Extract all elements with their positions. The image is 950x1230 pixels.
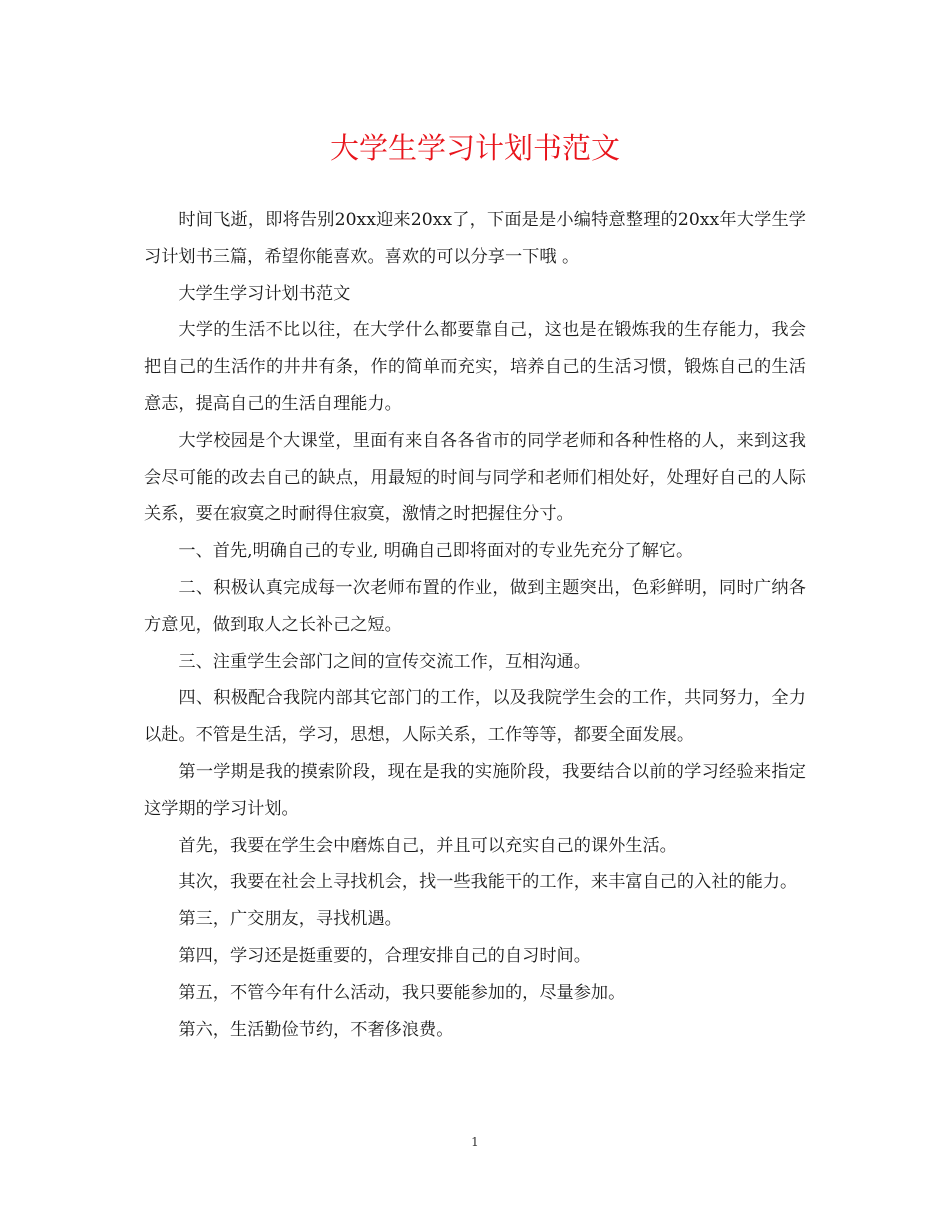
paragraph: 第一学期是我的摸索阶段，现在是我的实施阶段，我要结合以前的学习经验来指定这学期的学习计划。	[144, 761, 806, 819]
list-item: 第六，生活勤俭节约，不奢侈浪费。	[178, 1019, 454, 1040]
document-title: 大学生学习计划书范文	[329, 131, 620, 165]
list-item: 四、积极配合我院内部其它部门的工作，以及我院学生会的工作，共同努力，全力以赴。不管是生活，学习，思想，人际关系，工作等等，都要全面发展。	[144, 688, 806, 746]
paragraph: 时间飞逝，即将告别20xx迎来20xx了，下面是是小编特意整理的20xx年大学生学习计划书三篇，希望你能喜欢。喜欢的可以分享一下哦 。	[144, 210, 806, 267]
list-item: 二、积极认真完成每一次老师布置的作业，做到主题突出，色彩鲜明，同时广纳各方意见，做到取人之长补己之短。	[144, 577, 806, 635]
paragraph: 大学校园是个大课堂，里面有来自各各省市的同学老师和各种性格的人，来到这我会尽可能的改去自己的缺点，用最短的时间与同学和老师们相处好，处理好自己的人际关系，要在寂寞之时耐得住寂寞，激情之时把握住分寸。	[144, 430, 806, 525]
list-item: 第三，广交朋友，寻找机遇。	[178, 909, 402, 930]
list-item: 其次，我要在社会上寻找机会，找一些我能干的工作，来丰富自己的入社的能力。	[178, 872, 798, 893]
page-number: 1	[471, 1135, 479, 1149]
list-item: 首先，我要在学生会中磨炼自己，并且可以充实自己的课外生活。	[178, 835, 677, 856]
section-heading: 大学生学习计划书范文	[178, 283, 351, 304]
paragraph: 大学的生活不比以往，在大学什么都要靠自己，这也是在锻炼我的生存能力，我会把自己的生活作的井井有条，作的简单而充实，培养自己的生活习惯，锻炼自己的生活意志，提高自己的生活自理能力。	[144, 320, 806, 414]
document-body	[144, 202, 806, 1048]
list-item: 三、注重学生会部门之间的宣传交流工作，互相沟通。	[178, 651, 591, 672]
list-item: 第四，学习还是挺重要的，合理安排自己的自习时间。	[178, 945, 591, 966]
list-item: 第五，不管今年有什么活动，我只要能参加的，尽量参加。	[178, 982, 626, 1003]
list-item: 一、首先,明确自己的专业, 明确自己即将面对的专业先充分了解它。	[178, 541, 694, 562]
